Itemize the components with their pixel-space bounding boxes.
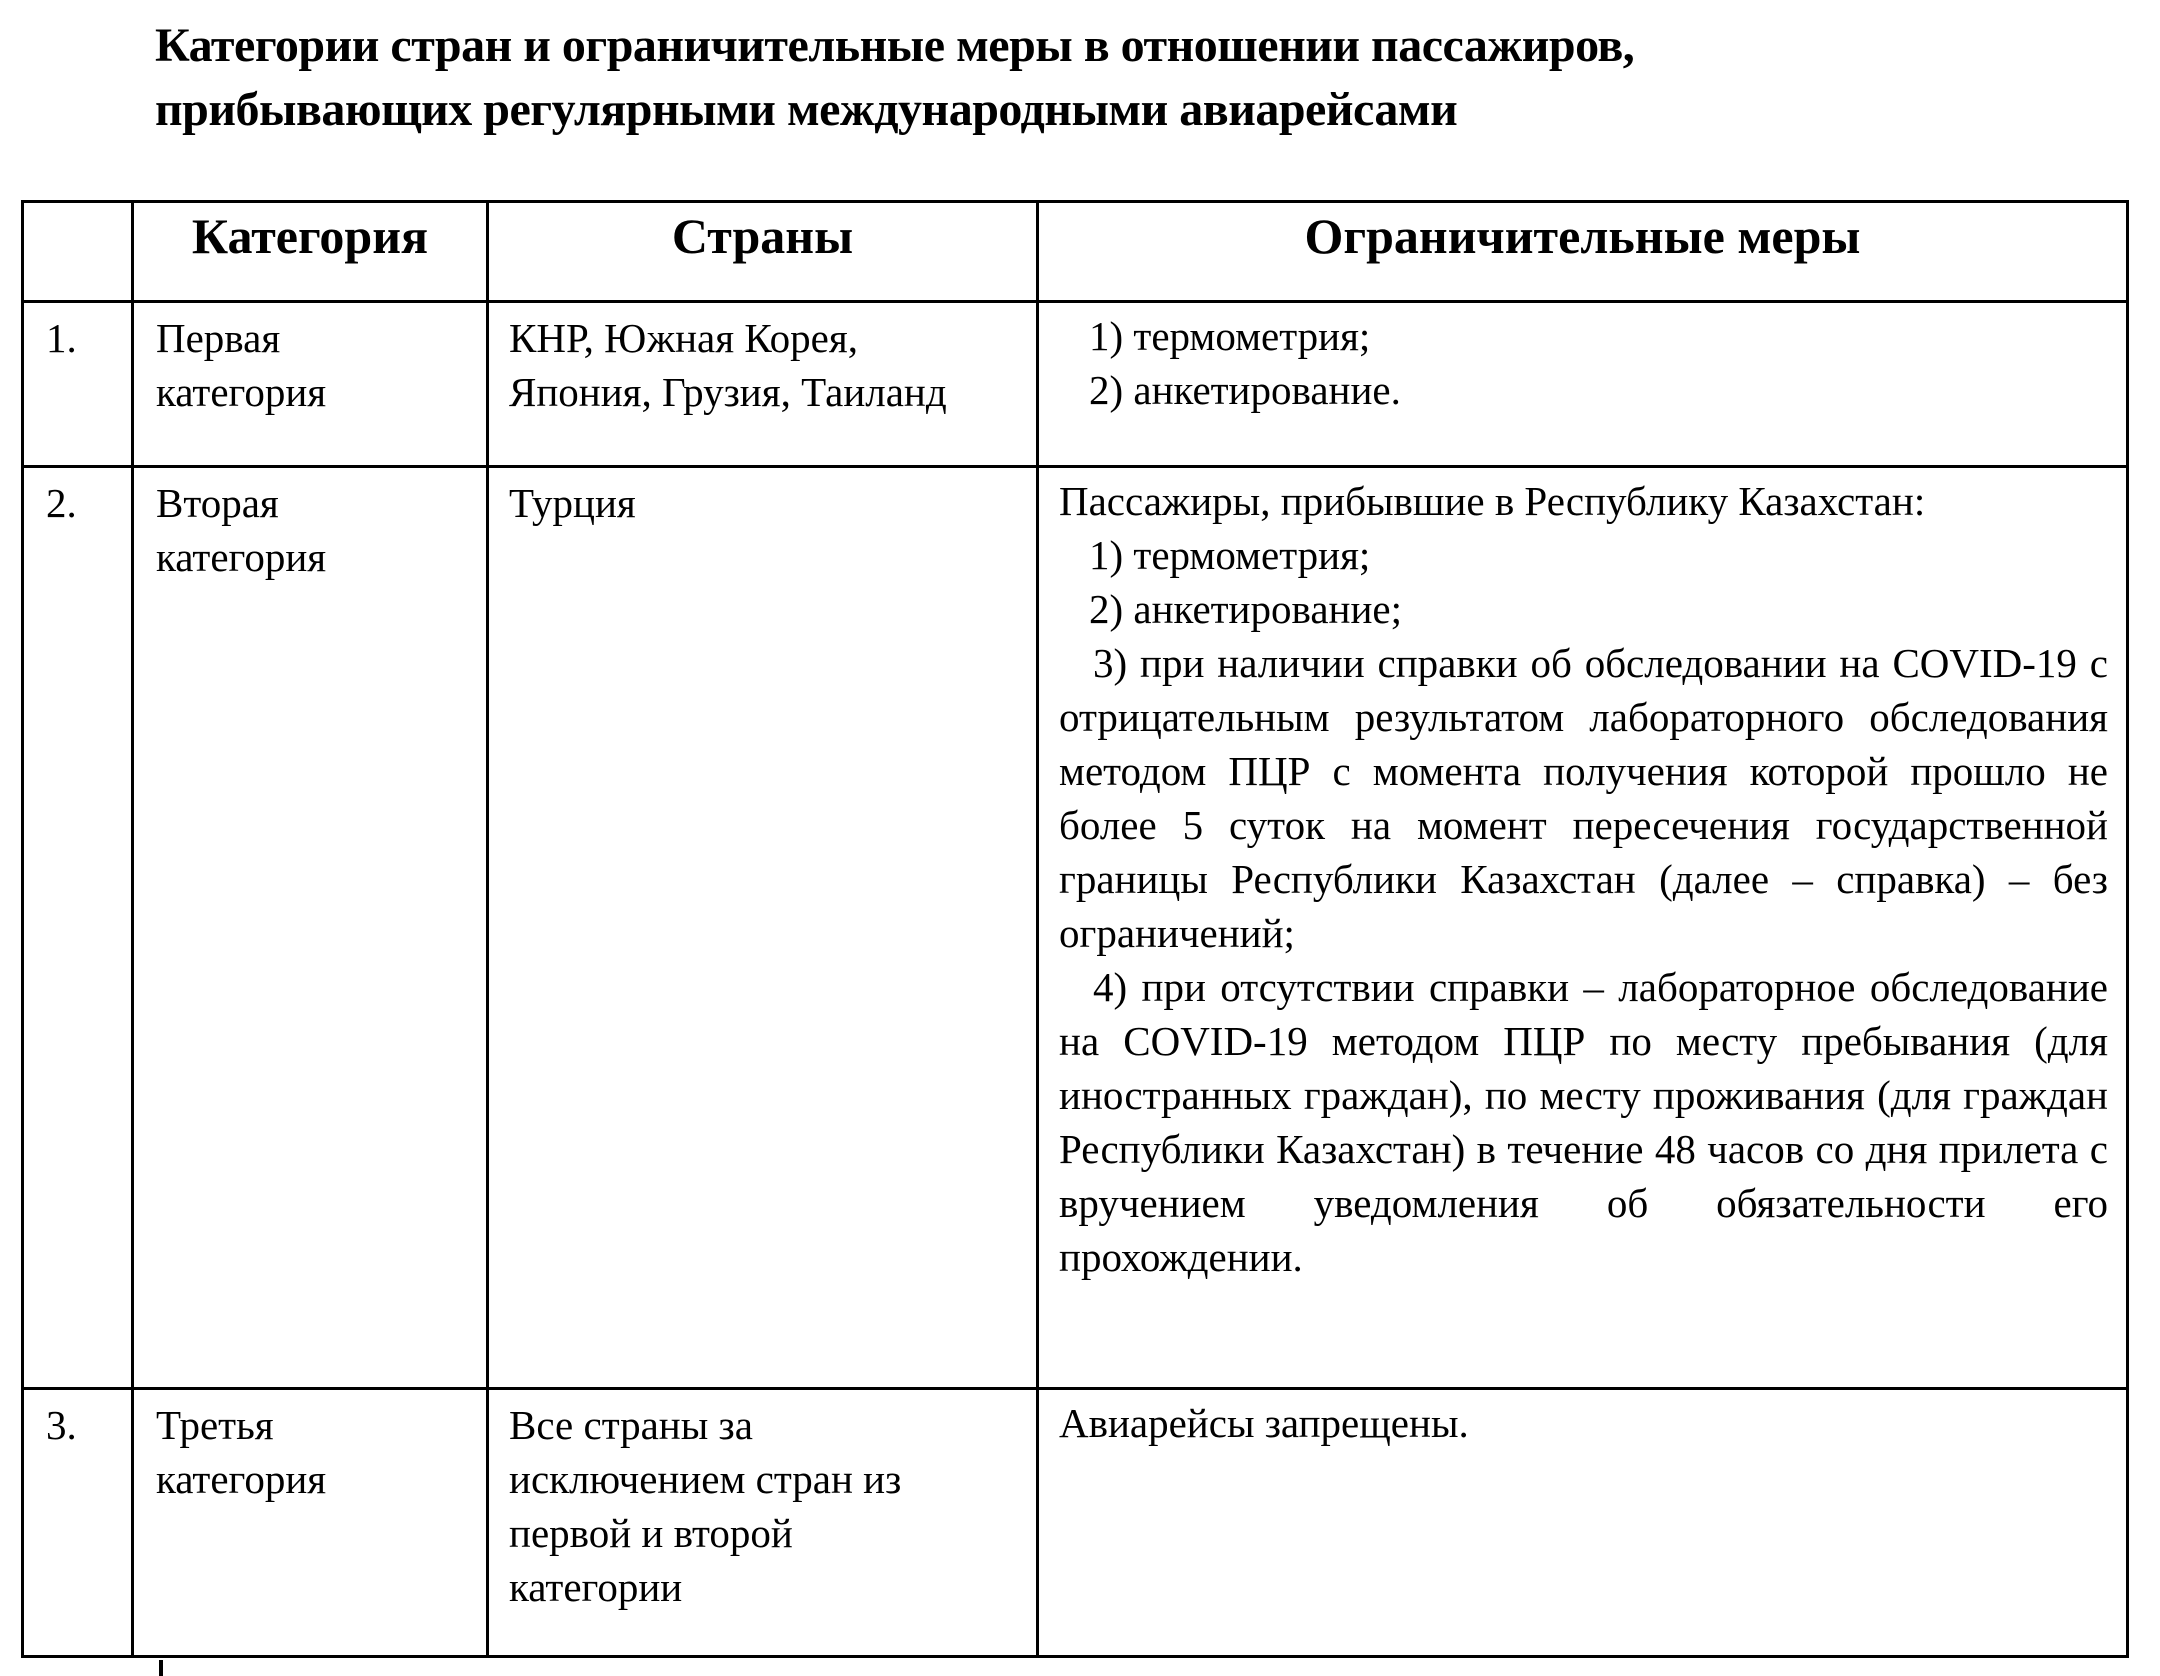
table-header-row — [23, 202, 2128, 302]
measures-intro: Авиарейсы запрещены. — [1059, 1400, 1469, 1446]
restrictions-table — [21, 200, 2129, 1658]
row-category — [133, 1389, 488, 1657]
row-countries — [488, 302, 1038, 467]
table-row — [23, 302, 2128, 467]
measures-intro: Пассажиры, прибывшие в Республику Казахстан: — [1059, 478, 1926, 524]
header-measures: Ограничительные меры — [1038, 202, 2128, 302]
row-countries — [488, 467, 1038, 1389]
countries-line: исключением стран из — [509, 1456, 902, 1502]
header-countries: Страны — [488, 202, 1038, 302]
countries-line: категории — [509, 1564, 683, 1610]
measure-item: 1) термометрия; — [1089, 532, 1371, 578]
document-title-line-1: Категории стран и ограничительные меры в отношении пассажиров, — [155, 19, 1635, 72]
row-countries — [488, 1389, 1038, 1657]
measure-item: 2) анкетирование. — [1089, 367, 1401, 413]
countries-line: Япония, Грузия, Таиланд — [509, 369, 947, 415]
category-line: Вторая — [156, 480, 279, 526]
category-line: категория — [156, 369, 327, 415]
header-number — [23, 202, 133, 302]
text-cursor — [159, 1660, 163, 1676]
countries-line: КНР, Южная Корея, — [509, 315, 858, 361]
measure-item: 3) при наличии справки об обследовании на COVID-19 с отрицательным результатом лабораторного обследования методом ПЦР с момента получения которой прошло не более 5 суток на момент пересечения государственной границы Республики Казахстан (далее – справка) – без ограничений; — [1059, 640, 2108, 956]
countries-line: Турция — [509, 480, 636, 526]
row-measures — [1038, 1389, 2128, 1657]
measure-item: 4) при отсутствии справки – лабораторное обследование на COVID-19 методом ПЦР по месту пребывания (для иностранных граждан), по месту проживания (для граждан Республики Казахстан) в течение 48 часов со дня прилета с вручением уведомления об обязательности его прохождении. — [1059, 964, 2108, 1280]
table-row — [23, 1389, 2128, 1657]
category-line: Первая — [156, 315, 281, 361]
row-number: 2. — [23, 467, 133, 1389]
category-line: категория — [156, 1456, 327, 1502]
row-category — [133, 302, 488, 467]
countries-line: первой и второй — [509, 1510, 793, 1556]
countries-line: Все страны за — [509, 1402, 753, 1448]
document-title-line-2: прибывающих регулярными международными авиарейсами — [155, 83, 1458, 136]
row-category — [133, 467, 488, 1389]
category-line: категория — [156, 534, 327, 580]
category-line: Третья — [156, 1402, 274, 1448]
row-measures — [1038, 302, 2128, 467]
row-measures — [1038, 467, 2128, 1389]
table-row — [23, 467, 2128, 1389]
measure-item: 2) анкетирование; — [1089, 586, 1402, 632]
header-category: Категория — [133, 202, 488, 302]
row-number: 1. — [23, 302, 133, 467]
row-number: 3. — [23, 1389, 133, 1657]
measure-item: 1) термометрия; — [1089, 313, 1371, 359]
document-title — [155, 14, 2115, 142]
